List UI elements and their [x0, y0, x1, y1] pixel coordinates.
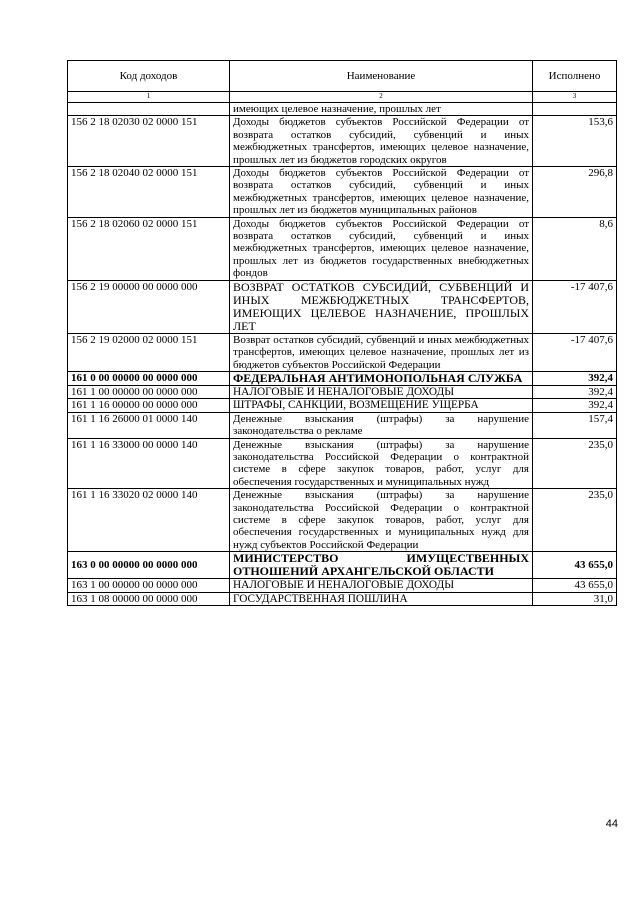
- row-name: ВОЗВРАТ ОСТАТКОВ СУБСИДИЙ, СУБВЕНЦИЙ И ИНЫХ МЕЖБЮДЖЕТНЫХ ТРАНСФЕРТОВ, ИМЕЮЩИХ ЦЕЛЕВОЕ НАЗНАЧЕНИЕ, ПРОШЛЫХ ЛЕТ: [230, 280, 533, 333]
- table-row: [68, 167, 617, 218]
- row-name: МИНИСТЕРСТВО ИМУЩЕСТВЕННЫХ ОТНОШЕНИЙ АРХАНГЕЛЬСКОЙ ОБЛАСТИ: [230, 552, 533, 579]
- row-code: 161 1 16 33020 02 0000 140: [68, 489, 230, 552]
- row-code: 163 0 00 00000 00 0000 000: [68, 552, 230, 579]
- row-code: 161 1 16 33000 00 0000 140: [68, 438, 230, 489]
- row-name: Доходы бюджетов субъектов Российской Федерации от возврата остатков субсидий, субвенций и иных межбюджетных трансфертов, имеющих целевое назначение, прошлых лет из бюджетов государственных внебюджетных фондов: [230, 217, 533, 280]
- row-name: Доходы бюджетов субъектов Российской Федерации от возврата остатков субсидий, субвенций и иных межбюджетных трансфертов, имеющих целевое назначение, прошлых лет из бюджетов муниципальных районов: [230, 167, 533, 218]
- row-code: 161 0 00 00000 00 0000 000: [68, 371, 230, 385]
- table-row: [68, 592, 617, 605]
- table-row: [68, 489, 617, 552]
- table-row: [68, 399, 617, 412]
- header-code: Код доходов: [68, 61, 230, 92]
- table-row-section: [68, 552, 617, 579]
- row-amount: -17 407,6: [533, 280, 617, 333]
- row-name: Возврат остатков субсидий, субвенций и иных межбюджетных трансфертов, имеющих целевое назначение, прошлых лет из бюджетов субъектов Российской Федерации: [230, 333, 533, 371]
- table-row: [68, 438, 617, 489]
- row-amount: 392,4: [533, 371, 617, 385]
- table-row: [68, 385, 617, 398]
- continuation-text: имеющих целевое назначение, прошлых лет: [230, 103, 533, 116]
- row-name: Доходы бюджетов субъектов Российской Федерации от возврата остатков субсидий, субвенций и иных межбюджетных трансфертов, имеющих целевое назначение, прошлых лет из бюджетов городских округов: [230, 116, 533, 167]
- row-amount: -17 407,6: [533, 333, 617, 371]
- row-amount: 43 655,0: [533, 579, 617, 592]
- row-amount: 392,4: [533, 385, 617, 398]
- row-code: 156 2 19 02000 02 0000 151: [68, 333, 230, 371]
- row-amount: 153,6: [533, 116, 617, 167]
- table-row-section: [68, 371, 617, 385]
- table-row: [68, 116, 617, 167]
- column-number-3: 3: [533, 92, 617, 103]
- row-code: 161 1 00 00000 00 0000 000: [68, 385, 230, 398]
- row-name: НАЛОГОВЫЕ И НЕНАЛОГОВЫЕ ДОХОДЫ: [230, 579, 533, 592]
- revenue-table: [67, 60, 617, 606]
- row-code: 161 1 16 26000 01 0000 140: [68, 412, 230, 438]
- row-amount: 392,4: [533, 399, 617, 412]
- row-code: 163 1 00 00000 00 0000 000: [68, 579, 230, 592]
- row-name: НАЛОГОВЫЕ И НЕНАЛОГОВЫЕ ДОХОДЫ: [230, 385, 533, 398]
- table-row: [68, 412, 617, 438]
- row-amount: 43 655,0: [533, 552, 617, 579]
- row-name: ГОСУДАРСТВЕННАЯ ПОШЛИНА: [230, 592, 533, 605]
- row-name: Денежные взыскания (штрафы) за нарушение законодательства Российской Федерации о контрактной системе в сфере закупок товаров, работ, услуг для обеспечения государственных и муниципальных нужд для нужд субъектов Российской Федерации: [230, 489, 533, 552]
- table-row: [68, 280, 617, 333]
- row-name: Денежные взыскания (штрафы) за нарушение законодательства Российской Федерации о контрактной системе в сфере закупок товаров, работ, услуг для обеспечения государственных и муниципальных нужд: [230, 438, 533, 489]
- row-amount: 8,6: [533, 217, 617, 280]
- table-row: [68, 333, 617, 371]
- row-name: ШТРАФЫ, САНКЦИИ, ВОЗМЕЩЕНИЕ УЩЕРБА: [230, 399, 533, 412]
- row-code: 163 1 08 00000 00 0000 000: [68, 592, 230, 605]
- row-code: 156 2 18 02040 02 0000 151: [68, 167, 230, 218]
- header-amount: Исполнено: [533, 61, 617, 92]
- row-amount: 235,0: [533, 438, 617, 489]
- row-code: 161 1 16 00000 00 0000 000: [68, 399, 230, 412]
- row-name: ФЕДЕРАЛЬНАЯ АНТИМОНОПОЛЬНАЯ СЛУЖБА: [230, 371, 533, 385]
- row-amount: 157,4: [533, 412, 617, 438]
- row-code: 156 2 19 00000 00 0000 000: [68, 280, 230, 333]
- table-header-row: [68, 61, 617, 92]
- row-amount: 296,8: [533, 167, 617, 218]
- table-row: [68, 217, 617, 280]
- row-amount: 31,0: [533, 592, 617, 605]
- table-row: [68, 579, 617, 592]
- header-name: Наименование: [230, 61, 533, 92]
- row-amount: 235,0: [533, 489, 617, 552]
- continuation-row: [68, 103, 617, 116]
- row-name: Денежные взыскания (штрафы) за нарушение законодательства о рекламе: [230, 412, 533, 438]
- column-number-row: [68, 92, 617, 103]
- row-code: 156 2 18 02060 02 0000 151: [68, 217, 230, 280]
- page-number: 44: [605, 818, 618, 830]
- column-number-1: 1: [68, 92, 230, 103]
- column-number-2: 2: [230, 92, 533, 103]
- row-code: 156 2 18 02030 02 0000 151: [68, 116, 230, 167]
